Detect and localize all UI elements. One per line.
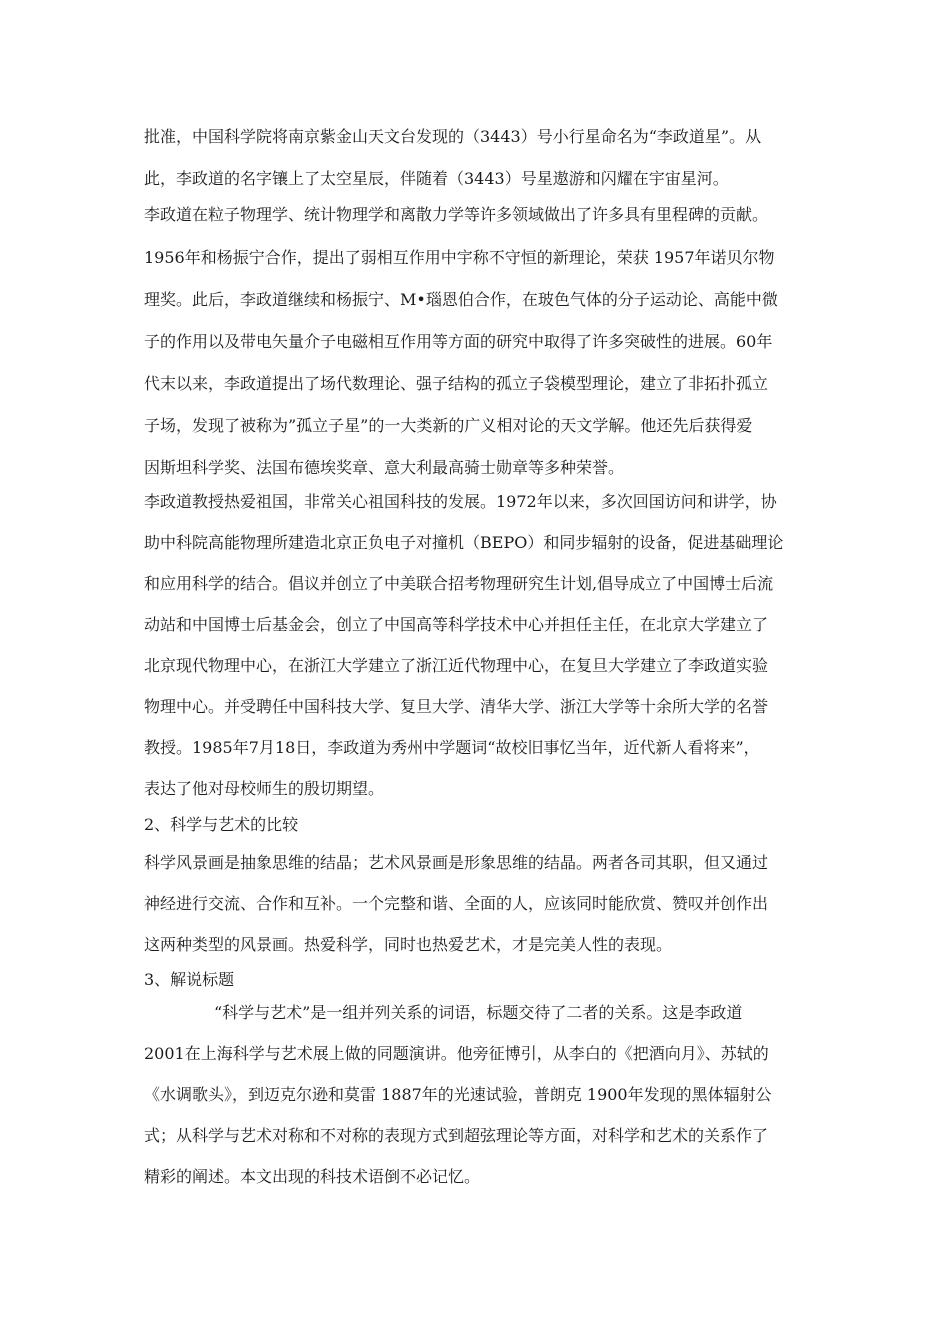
paragraph-line: 神经进行交流、合作和互补。一个完整和谐、全面的人，应该同时能欣赏、赞叹并创作出 bbox=[144, 894, 769, 913]
paragraph-line: 2001在上海科学与艺术展上做的同题演讲。他旁征博引，从李白的《把酒向月》、苏轼的 bbox=[144, 1044, 769, 1063]
paragraph-line: 代末以来，李政道提出了场代数理论、强子结构的孤立子袋模型理论，建立了非拓扑孤立 bbox=[144, 374, 769, 393]
paragraph-line: 批准，中国科学院将南京紫金山天文台发现的（3443）号小行星命名为“李政道星”。从 bbox=[144, 127, 762, 146]
paragraph-line: 教授。1985年7月18日，李政道为秀州中学题词“故校旧事忆当年，近代新人看将来”， bbox=[144, 738, 760, 757]
paragraph-line: 科学风景画是抽象思维的结晶；艺术风景画是形象思维的结晶。两者各司其职，但又通过 bbox=[144, 853, 769, 872]
paragraph-line: 1956年和杨振宁合作，提出了弱相互作用中宇称不守恒的新理论，荣获 1957年诺贝尔物 bbox=[144, 248, 775, 267]
paragraph-line: 此，李政道的名字镶上了太空星辰，伴随着（3443）号星遨游和闪耀在宇宙星河。 bbox=[144, 169, 729, 188]
paragraph-line: 助中科院高能物理所建造北京正负电子对撞机（BEPO）和同步辐射的设备，促进基础理论 bbox=[144, 533, 784, 552]
paragraph-line: 因斯坦科学奖、法国布德埃奖章、意大利最高骑士勋章等多种荣誉。 bbox=[144, 458, 625, 477]
paragraph-line: 物理中心。并受聘任中国科技大学、复旦大学、清华大学、浙江大学等十余所大学的名誉 bbox=[144, 697, 769, 716]
paragraph-line: 式；从科学与艺术对称和不对称的表现方式到超弦理论等方面，对科学和艺术的关系作了 bbox=[144, 1126, 769, 1145]
paragraph-line: 动站和中国博士后基金会，创立了中国高等科学技术中心并担任主任，在北京大学建立了 bbox=[144, 615, 769, 634]
paragraph-line: 子场，发现了被称为”孤立子星”的一大类新的广义相对论的天文学解。他还先后获得爱 bbox=[144, 416, 753, 435]
paragraph-line: 李政道在粒子物理学、统计物理学和离散力学等许多领域做出了许多具有里程碑的贡献。 bbox=[144, 205, 769, 224]
paragraph-line: 理奖。此后，李政道继续和杨振宁、M•瑙恩伯合作，在玻色气体的分子运动论、高能中微 bbox=[144, 290, 778, 309]
section-heading: 2、科学与艺术的比较 bbox=[144, 815, 299, 834]
paragraph-line: 和应用科学的结合。倡议并创立了中美联合招考物理研究生计划,倡导成立了中国博士后流 bbox=[144, 574, 774, 593]
paragraph-line: 北京现代物理中心，在浙江大学建立了浙江近代物理中心，在复旦大学建立了李政道实验 bbox=[144, 656, 769, 675]
paragraph-line: 子的作用以及带电矢量介子电磁相互作用等方面的研究中取得了许多突破性的进展。60年 bbox=[144, 332, 773, 351]
paragraph-line: 李政道教授热爱祖国，非常关心祖国科技的发展。1972年以来，多次回国访问和讲学，协 bbox=[144, 492, 777, 511]
paragraph-line: 精彩的阐述。本文出现的科技术语倒不必记忆。 bbox=[144, 1167, 481, 1186]
paragraph-line: “科学与艺术”是一组并列关系的词语，标题交待了二者的关系。这是李政道 bbox=[214, 1003, 743, 1022]
paragraph-line: 这两种类型的风景画。热爱科学，同时也热爱艺术，才是完美人性的表现。 bbox=[144, 935, 673, 954]
section-heading: 3、解说标题 bbox=[144, 970, 235, 989]
paragraph-line: 表达了他对母校师生的殷切期望。 bbox=[144, 779, 385, 798]
paragraph-line: 《水调歌头》，到迈克尔逊和莫雷 1887年的光速试验，普朗克 1900年发现的黑体辐射公 bbox=[144, 1085, 772, 1104]
